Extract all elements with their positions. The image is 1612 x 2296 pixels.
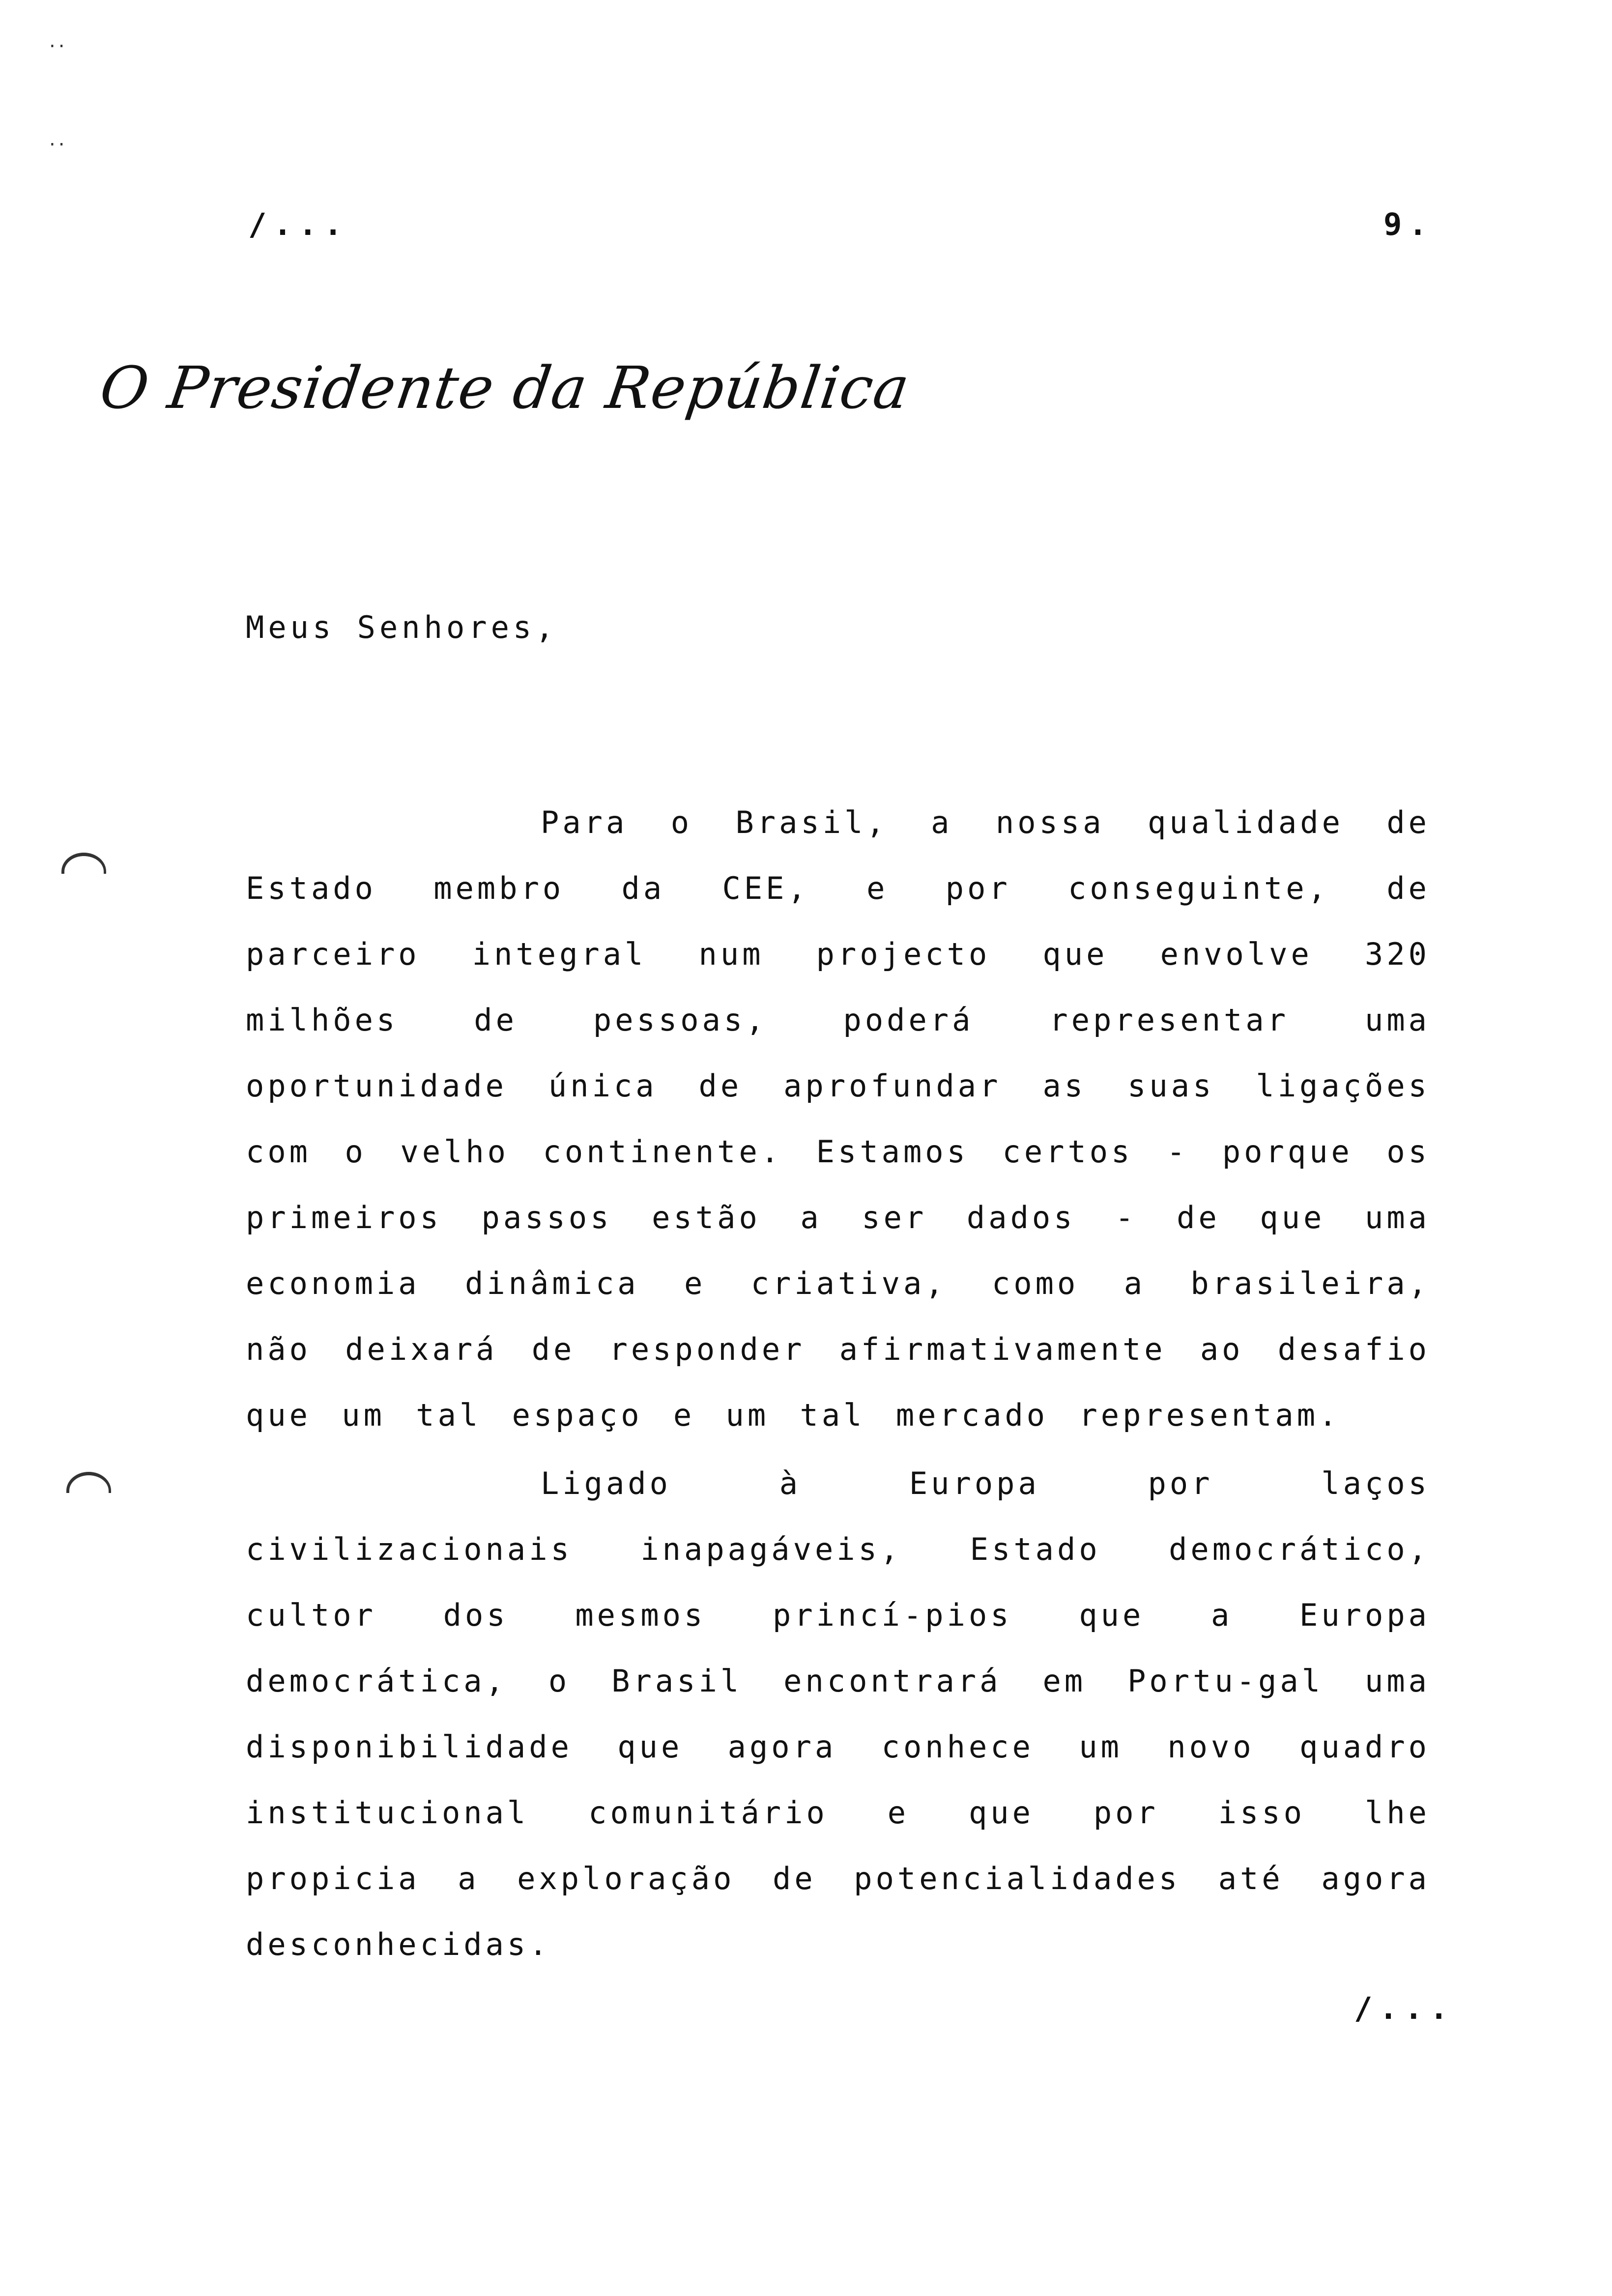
salutation: Meus Senhores, <box>246 609 558 645</box>
punch-hole-mark <box>61 853 106 890</box>
scan-artifact-dots: .. <box>49 128 68 150</box>
page-number: 9. <box>1383 206 1434 242</box>
body-paragraph: Para o Brasil, a nossa qualidade de Estado membro da CEE, e por conseguinte, de parceiro integral num projecto que envolve 320 milhões de pessoas, poderá representar uma oportunidade única de aprofundar as suas ligações com o velho continente. Estamos certos - porque os primeiros passos estão a ser dados - de que uma economia dinâmica e criativa, como a brasileira, não deixará de responder afirmativamente ao desafio que um tal espaço e um tal mercado representam. <box>246 804 1430 1433</box>
punch-hole-mark <box>66 1472 111 1510</box>
continuation-mark-top: /... <box>248 206 349 242</box>
body-paragraph: Ligado à Europa por laços civilizacionais inapagáveis, Estado democrático, cultor dos mesmos princí-pios que a Europa democrática, o Brasil encontrará em Portu-gal uma disponibilidade que agora conhece um novo quadro institucional comunitário e que por isso lhe propicia a exploração de potencialidades até agora desconhecidas. <box>246 1465 1430 1962</box>
scan-artifact-dots: .. <box>49 29 68 52</box>
continuation-mark-bottom: /... <box>1354 1990 1455 2026</box>
letterhead-title: O Presidente da República <box>96 354 915 422</box>
